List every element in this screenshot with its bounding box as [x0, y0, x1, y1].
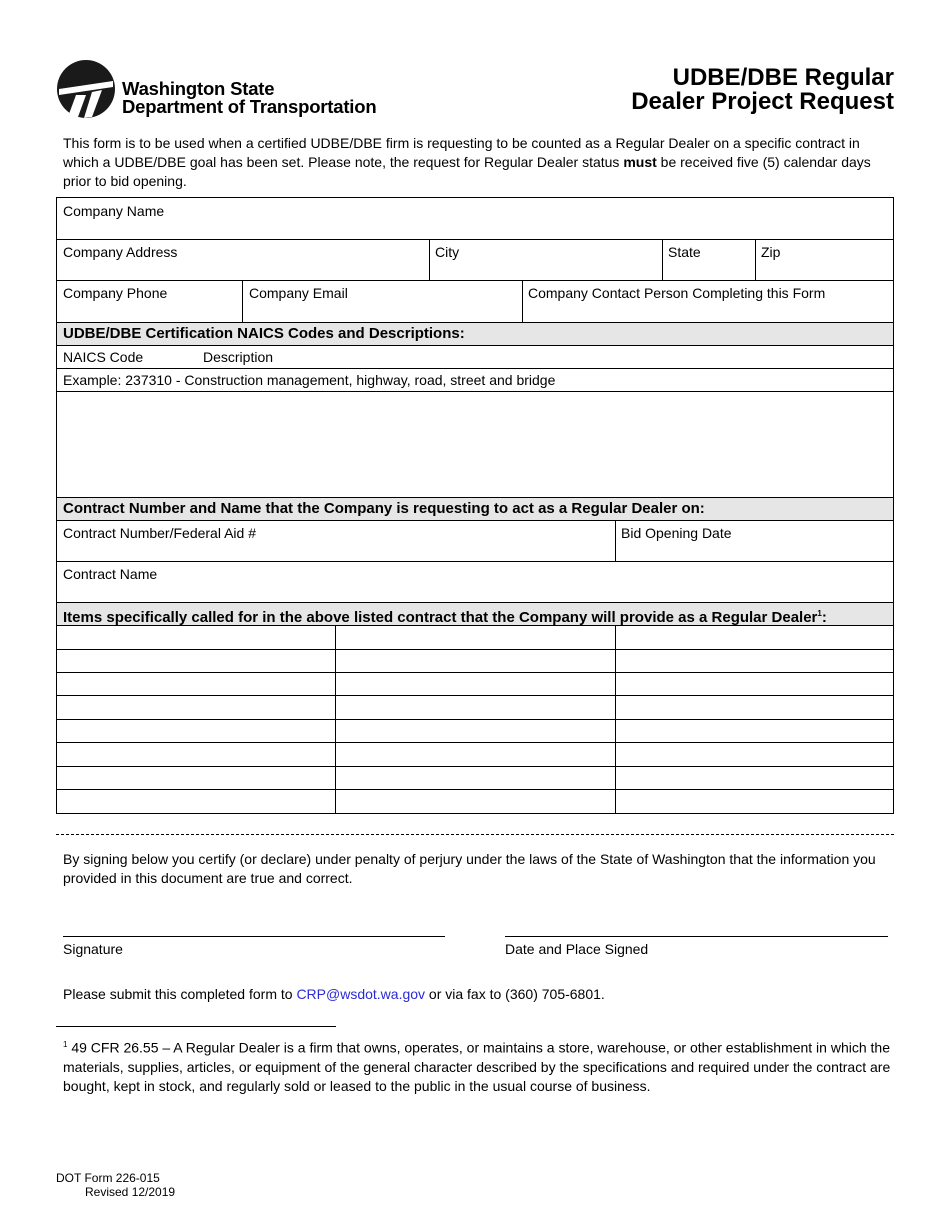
- footnote-mark: 1: [63, 1040, 68, 1049]
- items-footnote-mark: 1: [817, 609, 822, 618]
- state-label: State: [668, 244, 701, 260]
- company-name-field[interactable]: [57, 198, 893, 239]
- naics-entry-area[interactable]: [57, 392, 893, 497]
- items-heading: [63, 605, 827, 627]
- contract-heading: Contract Number and Name that the Company is requesting to act as a Regular Dealer on:: [63, 500, 705, 517]
- footnote-divider: [56, 1026, 336, 1027]
- logo-line-1: Washington State: [122, 78, 275, 99]
- city-field[interactable]: [430, 240, 662, 280]
- form-title: [631, 66, 894, 114]
- footnote: [63, 1035, 895, 1096]
- form-number: DOT Form 226-015: [56, 1171, 160, 1185]
- naics-code-label: NAICS Code: [63, 349, 144, 365]
- state-field[interactable]: [663, 240, 755, 280]
- footnote-text: 49 CFR 26.55 – A Regular Dealer is a firm that owns, operates, or maintains a store, warehouse, or other establishment in which the materials, supplies, articles, or equipment of the general character described by the specifications and required under the contract are bought, kept in stock, and regularly sold or leased to the public in the usual course of business.: [63, 1039, 891, 1094]
- company-address-label: Company Address: [63, 244, 178, 260]
- company-email-field[interactable]: [243, 281, 522, 322]
- intro-text-2: be received five (5) calendar days prior to bid opening.: [63, 154, 871, 189]
- bid-opening-date-label: Bid Opening Date: [621, 525, 732, 541]
- contract-name-field[interactable]: [57, 562, 893, 602]
- dashed-divider: [56, 834, 894, 835]
- contract-number-field[interactable]: [57, 521, 615, 561]
- submit-email-link[interactable]: CRP@wsdot.wa.gov: [296, 986, 426, 1002]
- wsdot-logo-icon: [56, 59, 116, 119]
- naics-example: Example: 237310 - Construction management, highway, road, street and bridge: [63, 372, 556, 388]
- contract-name-label: Contract Name: [63, 566, 158, 582]
- form-table: [56, 197, 894, 814]
- logo-line-2: Department of Transportation: [122, 96, 377, 117]
- form-info: [56, 1171, 175, 1199]
- city-label: City: [435, 244, 460, 260]
- company-address-field[interactable]: [57, 240, 429, 280]
- company-email-label: Company Email: [249, 285, 348, 301]
- company-phone-field[interactable]: [57, 281, 242, 322]
- signature-line[interactable]: [63, 936, 445, 937]
- bid-opening-date-field[interactable]: [616, 521, 893, 561]
- wsdot-logo: [56, 58, 416, 120]
- intro-paragraph: [63, 134, 893, 191]
- company-name-label: Company Name: [63, 203, 165, 219]
- date-place-line[interactable]: [505, 936, 888, 937]
- intro-bold: must: [623, 154, 657, 170]
- date-place-label: Date and Place Signed: [505, 941, 649, 957]
- company-phone-label: Company Phone: [63, 285, 168, 301]
- signature-label: Signature: [63, 941, 123, 957]
- items-table[interactable]: [57, 626, 893, 813]
- title-line-2: Dealer Project Request: [631, 88, 894, 115]
- zip-label: Zip: [761, 244, 781, 260]
- submit-text-2: or via fax to (360) 705-6801.: [425, 986, 605, 1002]
- naics-description-label: Description: [203, 349, 274, 365]
- submit-instructions: [63, 985, 605, 1003]
- title-line-1: UDBE/DBE Regular: [672, 64, 894, 91]
- submit-text-1: Please submit this completed form to: [63, 986, 297, 1002]
- contract-number-label: Contract Number/Federal Aid #: [63, 525, 256, 541]
- items-heading-text: Items specifically called for in the above listed contract that the Company will provide as a Regular Dealer: [63, 609, 818, 626]
- zip-field[interactable]: [756, 240, 893, 280]
- intro-text-1: This form is to be used when a certified UDBE/DBE firm is requesting to be counted as a Regular Dealer on a specific contract in which a UDBE/DBE goal has been set. Please note, the request for Regular Dealer status: [63, 135, 860, 170]
- items-heading-colon: :: [821, 609, 827, 626]
- contact-person-field[interactable]: [523, 281, 893, 322]
- naics-heading: UDBE/DBE Certification NAICS Codes and Descriptions:: [63, 325, 465, 342]
- form-revised: Revised 12/2019: [85, 1185, 176, 1199]
- contact-person-label: Company Contact Person Completing this Form: [528, 285, 826, 301]
- certification-text: By signing below you certify (or declare) under penalty of perjury under the laws of the State of Washington that the information you provided in this document are true and correct.: [63, 851, 876, 886]
